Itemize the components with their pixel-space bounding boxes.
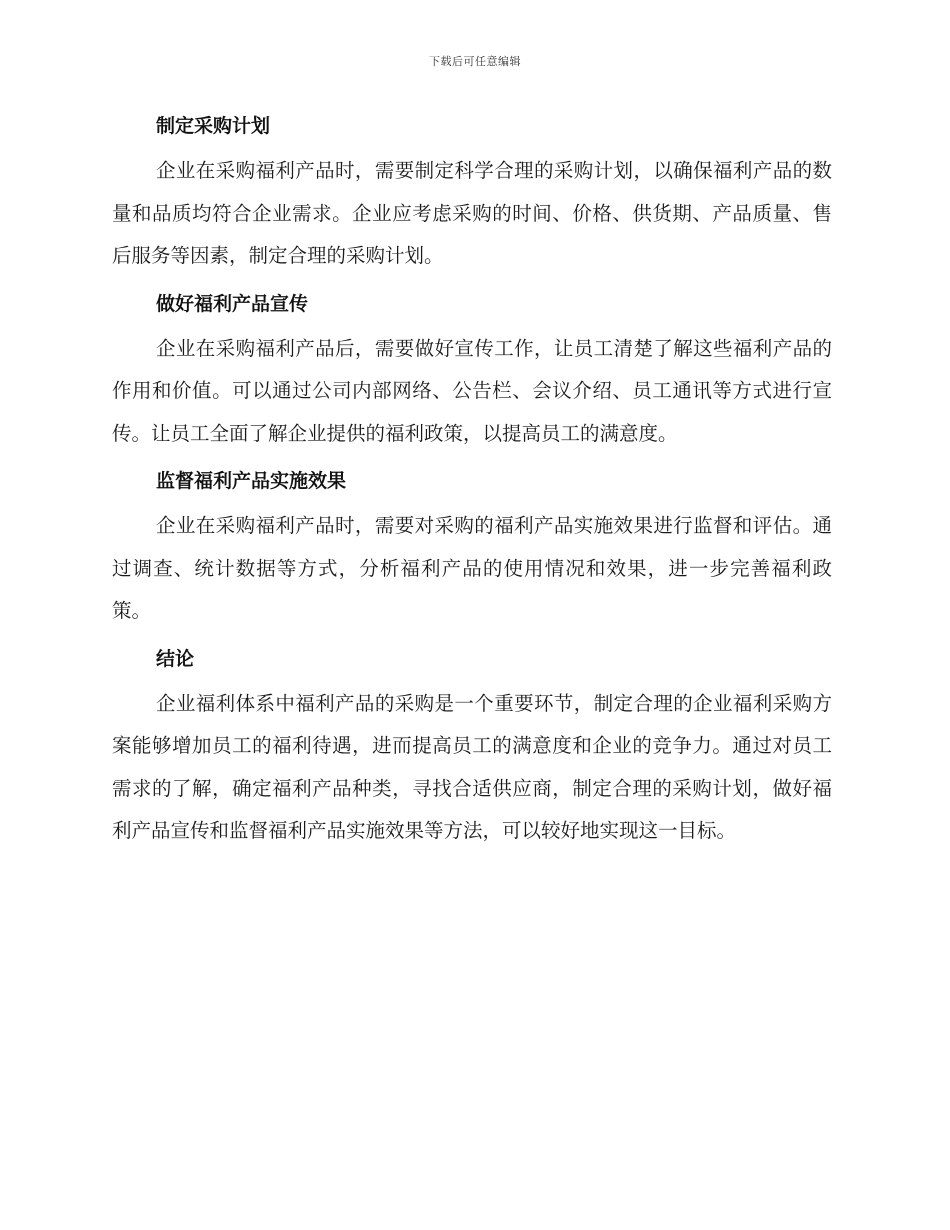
document-body: [112, 108, 832, 861]
section-benefit-promotion: [112, 286, 832, 456]
section-conclusion: [112, 641, 832, 853]
paragraph: 企业在采购福利产品时，需要制定科学合理的采购计划，以确保福利产品的数量和品质均符合企业需求。企业应考虑采购的时间、价格、供货期、产品质量、售后服务等因素，制定合理的采购计划。: [112, 159, 832, 267]
section-heading: 做好福利产品宣传: [156, 292, 309, 315]
section-heading: 结论: [156, 647, 195, 670]
paragraph: 企业在采购福利产品后，需要做好宣传工作，让员工清楚了解这些福利产品的作用和价值。可以通过公司内部网络、公告栏、会议介绍、员工通讯等方式进行宣传。让员工全面了解企业提供的福利政策，以提高员工的满意度。: [112, 336, 832, 445]
section-effect-supervision: [112, 463, 832, 633]
paragraph: 企业在采购福利产品时，需要对采购的福利产品实施效果进行监督和评估。通过调查、统计数据等方式，分析福利产品的使用情况和效果，进一步完善福利政策。: [112, 514, 832, 622]
page-header-note: 下载后可任意编辑: [429, 55, 521, 68]
paragraph: 企业福利体系中福利产品的采购是一个重要环节，制定合理的企业福利采购方案能够增加员工的福利待遇，进而提高员工的满意度和企业的竞争力。通过对员工需求的了解，确定福利产品种类，寻找合适供应商，制定合理的采购计划，做好福利产品宣传和监督福利产品实施效果等方法，可以较好地实现这一目标。: [112, 691, 832, 842]
section-heading: 监督福利产品实施效果: [156, 470, 347, 492]
section-heading: 制定采购计划: [156, 115, 271, 137]
section-purchase-plan: [112, 108, 832, 278]
